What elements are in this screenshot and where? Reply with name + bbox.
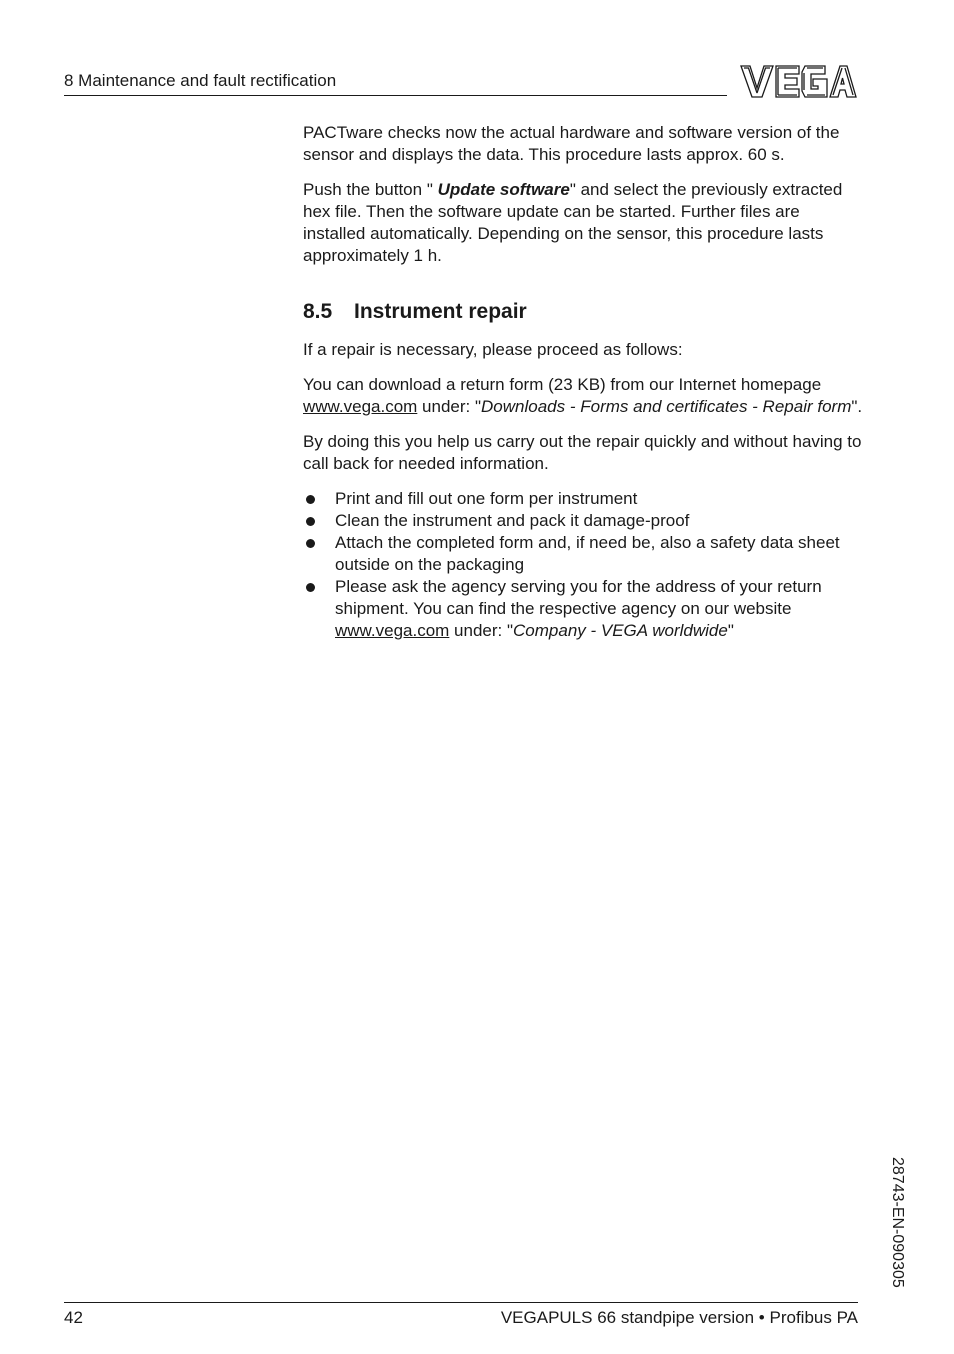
vega-logo	[739, 64, 858, 99]
page-number: 42	[64, 1308, 83, 1327]
repair-steps-list	[303, 488, 863, 642]
company-path: Company - VEGA worldwide	[513, 621, 728, 640]
list-item	[303, 488, 863, 510]
bullet-icon	[306, 539, 315, 548]
section-number: 8.5	[303, 300, 333, 323]
list-item	[303, 532, 863, 576]
section-heading	[303, 299, 863, 325]
page-content	[303, 122, 863, 642]
list-item-text: Clean the instrument and pack it damage-proof	[335, 511, 690, 530]
list-item	[303, 576, 863, 642]
paragraph-pactware: PACTware checks now the actual hardware and software version of the sensor and displays the data. This procedure lasts approx. 60 s.	[303, 123, 840, 164]
list-item	[303, 510, 863, 532]
text-run: You can download a return form (23 KB) from our Internet homepage	[303, 375, 822, 394]
paragraph-update-software	[303, 179, 863, 267]
text-run: under: "	[449, 621, 514, 640]
text-run: Push the button "	[303, 180, 438, 199]
text-run: "	[727, 621, 734, 640]
text-run: under: "	[417, 397, 482, 416]
document-id: 28743-EN-090305	[889, 1157, 906, 1288]
header-divider	[64, 95, 727, 96]
text-run: Please ask the agency serving you for the address of your return shipment. You can find the respective agency on our website	[335, 577, 822, 618]
paragraph-help: By doing this you help us carry out the repair quickly and without having to call back for needed information.	[303, 432, 862, 473]
vega-link[interactable]: www.vega.com	[303, 397, 418, 416]
section-title: Instrument repair	[354, 300, 527, 323]
update-software-term: Update software	[437, 180, 570, 199]
footer-title: VEGAPULS 66 standpipe version • Profibus PA	[500, 1308, 858, 1327]
running-header: 8 Maintenance and fault rectification	[64, 71, 337, 90]
text-run: " and select the previously extracted hex file. Then the software update can be started. Further files are installed automatically. Depending on the sensor, this procedure lasts approximately 1 h.	[303, 180, 843, 265]
paragraph-repair-intro: If a repair is necessary, please proceed as follows:	[303, 340, 683, 359]
text-run: ".	[851, 397, 863, 416]
list-item-text: Attach the completed form and, if need be, also a safety data sheet outside on the packaging	[335, 533, 840, 574]
paragraph-return-form	[303, 374, 863, 418]
footer-divider	[64, 1302, 858, 1303]
vega-link[interactable]: www.vega.com	[335, 621, 450, 640]
bullet-icon	[306, 495, 315, 504]
downloads-path: Downloads - Forms and certificates - Repair form	[481, 397, 852, 416]
bullet-icon	[306, 583, 315, 592]
bullet-icon	[306, 517, 315, 526]
list-item-text: Print and fill out one form per instrument	[335, 489, 638, 508]
